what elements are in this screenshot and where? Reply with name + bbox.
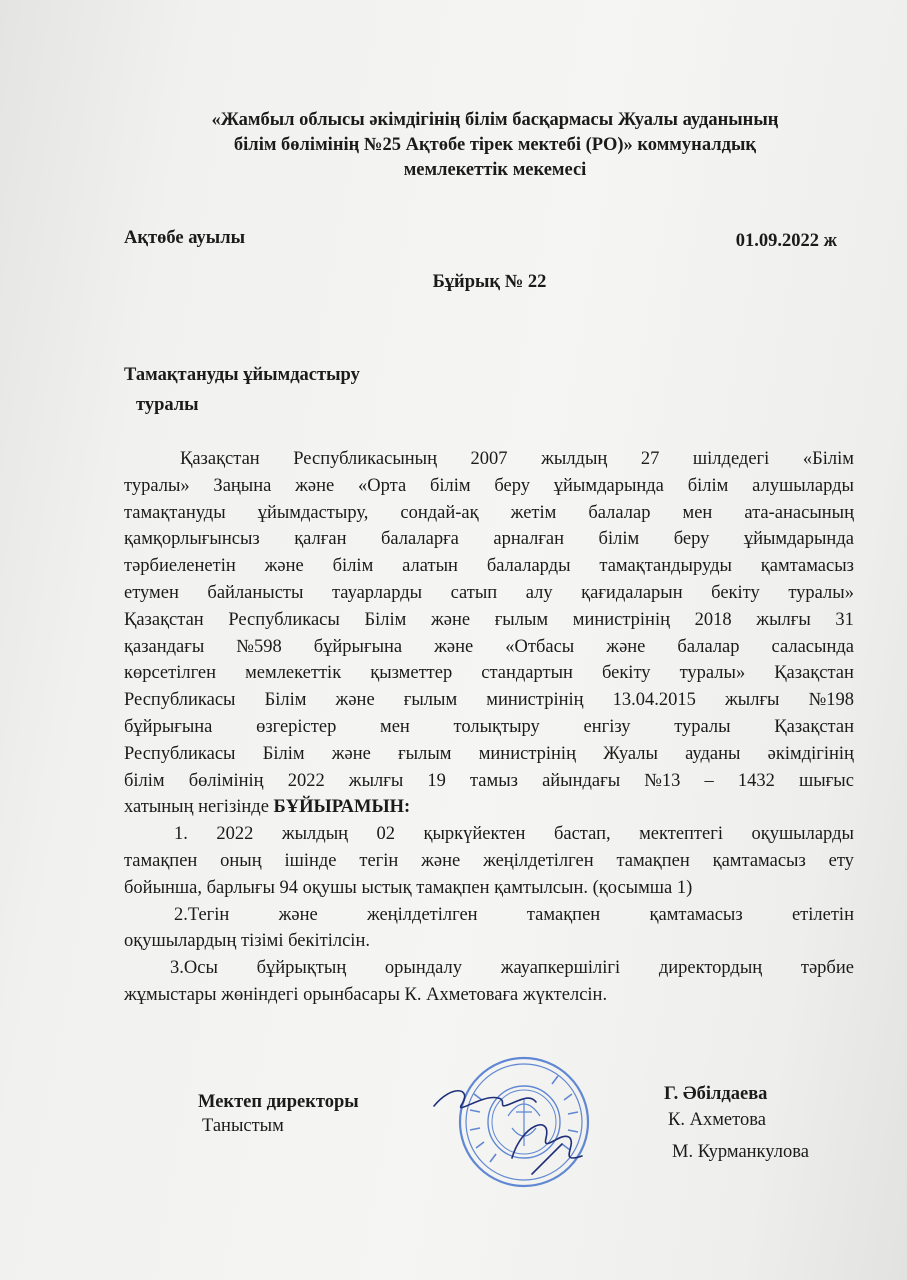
word: жылғы — [725, 690, 780, 711]
body-line — [124, 607, 854, 634]
word: қазандағы — [124, 636, 205, 657]
word: және — [335, 690, 375, 711]
subject-line-1: Тамақтануды ұйымдастыру — [124, 365, 360, 385]
word: және — [264, 556, 304, 577]
item-1-line — [124, 821, 854, 848]
word: 2007 — [470, 449, 508, 469]
word: №13 — [644, 770, 681, 791]
item-2-line — [124, 902, 854, 929]
word: мемлекеттік — [245, 663, 342, 684]
word: 02 — [376, 824, 396, 845]
body-line — [124, 500, 854, 527]
word: қағидаларын — [581, 582, 683, 603]
word: жылдың — [541, 449, 608, 469]
word: жеңілдетілген — [367, 904, 478, 925]
word: беру — [494, 475, 530, 496]
item-1-line: бойынша, барлығы 94 оқушы ыстық тамақпен қамтылсын. (қосымша 1) — [124, 877, 693, 898]
word: бұйрықтың — [256, 958, 347, 979]
word: 19 — [427, 770, 446, 791]
word: және — [421, 850, 461, 871]
word: Білім — [262, 743, 305, 764]
word: 2.Тегін — [174, 904, 230, 925]
word: алу — [525, 582, 553, 603]
body-line — [124, 446, 854, 473]
word: тамақпен — [616, 850, 690, 871]
word: тамақтануды — [124, 502, 226, 523]
word: ғылым — [403, 690, 458, 711]
word: Республикасы — [124, 743, 236, 764]
order-number — [0, 272, 907, 293]
word: алушыларды — [752, 475, 854, 496]
word: арналған — [493, 529, 565, 550]
word: беру — [673, 529, 710, 550]
word: «Отбасы — [505, 636, 575, 657]
word: мен — [380, 716, 410, 737]
body-line — [124, 634, 854, 661]
word: етілетін — [791, 904, 854, 925]
word: министрінің — [572, 609, 670, 630]
word: және — [331, 743, 371, 764]
word: өзгерістер — [256, 716, 337, 737]
word: балалар — [677, 636, 740, 657]
word: бөлімінің — [188, 770, 264, 791]
word: орындалу — [384, 958, 463, 979]
word: Заңына — [213, 475, 272, 496]
word: 3.Осы — [170, 958, 218, 979]
word: қамқорлығынсыз — [124, 529, 260, 550]
word: туралы» — [679, 663, 746, 684]
word: қалған — [294, 529, 347, 550]
order-title: Бұйрық № 22 — [432, 272, 547, 292]
item-3-line — [124, 955, 854, 982]
word: мен — [682, 502, 713, 523]
word: Жуалы — [603, 743, 658, 764]
word: саласында — [771, 636, 854, 657]
word: енгізу — [583, 716, 631, 737]
word: етумен — [124, 582, 179, 603]
word: білім — [687, 475, 729, 496]
word: 2022 — [287, 770, 325, 791]
word: Қазақстан — [124, 609, 204, 630]
word: және — [430, 609, 471, 630]
word: 27 — [640, 449, 660, 469]
word: Білім — [364, 609, 407, 630]
word: ішінде — [284, 850, 337, 871]
word: Республикасы — [124, 690, 236, 711]
word: ғылым — [398, 743, 452, 764]
word: және — [606, 636, 646, 657]
word: Қазақстан — [774, 663, 854, 684]
word: және — [278, 904, 318, 925]
body-line — [124, 473, 854, 500]
word: «Орта — [358, 475, 407, 496]
word: толықтыру — [453, 716, 540, 737]
word: сатып — [450, 582, 498, 603]
body-line — [124, 768, 854, 795]
item-3-line: жұмыстары жөніндегі орынбасары К. Ахметоваға жүктелсін. — [124, 984, 608, 1005]
word: бұйрығына — [124, 716, 213, 737]
word: көрсетілген — [124, 663, 217, 684]
word: ауданы — [685, 743, 741, 764]
order-subject — [124, 360, 360, 420]
subject-line-2: туралы — [136, 395, 199, 415]
word: қамтамасыз — [649, 904, 743, 925]
word: ұйымдарында — [553, 475, 664, 496]
body-line — [124, 714, 854, 741]
word: мектептегі — [639, 824, 723, 845]
word: «Білім — [802, 449, 854, 469]
word: 2022 — [216, 824, 254, 845]
word: қыркүйектен — [423, 824, 526, 845]
word: бұйрығына — [313, 636, 403, 657]
word: ұйымдарында — [743, 529, 854, 550]
word: тәрбие — [800, 958, 854, 979]
word: ата-анасының — [744, 502, 854, 523]
word: 1. — [174, 824, 188, 845]
word: жетім — [510, 502, 557, 523]
word: қамтамасыз — [712, 850, 806, 871]
word: алатын — [402, 556, 458, 577]
director-name: Г. Әбілдаева — [664, 1084, 768, 1104]
word: тегін — [359, 850, 399, 871]
word: Республикасы — [228, 609, 340, 630]
body-line — [124, 553, 854, 580]
word: сондай-ақ — [400, 502, 479, 523]
word: шығыс — [799, 770, 854, 791]
word: айындағы — [542, 770, 621, 791]
word: оның — [220, 850, 262, 871]
word: Қазақстан — [774, 716, 854, 737]
word: және — [295, 475, 335, 496]
official-stamp-icon — [412, 1054, 612, 1190]
word: оқушыларды — [751, 824, 854, 845]
body-line — [124, 580, 854, 607]
word: тамақпен — [526, 904, 601, 925]
body-line — [124, 526, 854, 553]
word: ету — [828, 850, 854, 871]
header-line-1: «Жамбыл облысы әкімдігінің білім басқармасы Жуалы ауданының — [211, 110, 779, 130]
order-body — [124, 446, 854, 1009]
word: министрінің — [478, 743, 576, 764]
word: білім — [429, 475, 471, 496]
acknowledged-name-2: М. Курманкулова — [672, 1142, 809, 1162]
item-2-line: оқушылардың тізімі бекітілсін. — [124, 931, 370, 952]
word: бекіту — [711, 582, 760, 603]
word: әкімдігінің — [767, 743, 854, 764]
word: – — [704, 770, 714, 791]
document-date: 01.09.2022 ж — [735, 231, 837, 251]
word: жылдың — [281, 824, 349, 845]
word: бекіту — [601, 663, 651, 684]
word: Қазақстан — [180, 449, 260, 469]
order-directive: БҰЙЫРАМЫН: — [273, 797, 411, 818]
director-title: Мектеп директоры — [198, 1092, 359, 1112]
word: шілдедегі — [692, 449, 770, 469]
word: жылғы — [756, 609, 811, 630]
word: стандартын — [481, 663, 573, 684]
word: тамыз — [469, 770, 518, 791]
header-line-2: білім бөлімінің №25 Ақтөбе тірек мектебі (РО)» коммуналдық — [233, 135, 757, 155]
organization-header — [120, 108, 870, 183]
word: балаларға — [380, 529, 459, 550]
word: министрінің — [486, 690, 584, 711]
word: Республикасының — [293, 449, 437, 469]
word: жауапкершілігі — [500, 958, 621, 979]
word: тамақтандыруды — [599, 556, 732, 577]
word: №598 — [236, 636, 282, 657]
word: 31 — [835, 609, 854, 630]
body-line — [124, 741, 854, 768]
word: қамтамасыз — [760, 556, 854, 577]
word: директордың — [658, 958, 763, 979]
word: туралы» — [788, 582, 854, 603]
acknowledged-name-1: К. Ахметова — [668, 1110, 766, 1130]
word: жылғы — [348, 770, 404, 791]
acknowledged-label: Таныстым — [202, 1116, 284, 1136]
word: туралы» — [124, 475, 190, 496]
word: білім — [332, 556, 374, 577]
word: бастап, — [553, 824, 611, 845]
body-line — [124, 660, 854, 687]
word: тауарларды — [331, 582, 423, 603]
word: жеңілдетілген — [483, 850, 594, 871]
place-name: Ақтөбе ауылы — [124, 228, 246, 248]
word: білім — [598, 529, 640, 550]
word: ұйымдастыру, — [257, 502, 369, 523]
word: 13.04.2015 — [612, 690, 696, 711]
word: және — [434, 636, 474, 657]
word: Білім — [264, 690, 307, 711]
word: байланысты — [207, 582, 304, 603]
word: 1432 — [737, 770, 775, 791]
body-text: хатының негізінде — [124, 797, 274, 818]
word: қызметтер — [370, 663, 453, 684]
header-line-3: мемлекеттік мекемесі — [403, 160, 587, 180]
word: білім — [124, 770, 165, 791]
word: 2018 — [694, 609, 732, 630]
word: тамақпен — [124, 850, 198, 871]
item-1-line — [124, 848, 854, 875]
word: тәрбиеленетін — [124, 556, 236, 577]
word: ғылым — [494, 609, 549, 630]
word: балалар — [588, 502, 651, 523]
word: №198 — [808, 690, 854, 711]
word: туралы — [674, 716, 731, 737]
body-line — [124, 687, 854, 714]
word: балаларды — [486, 556, 571, 577]
body-line — [124, 794, 854, 821]
